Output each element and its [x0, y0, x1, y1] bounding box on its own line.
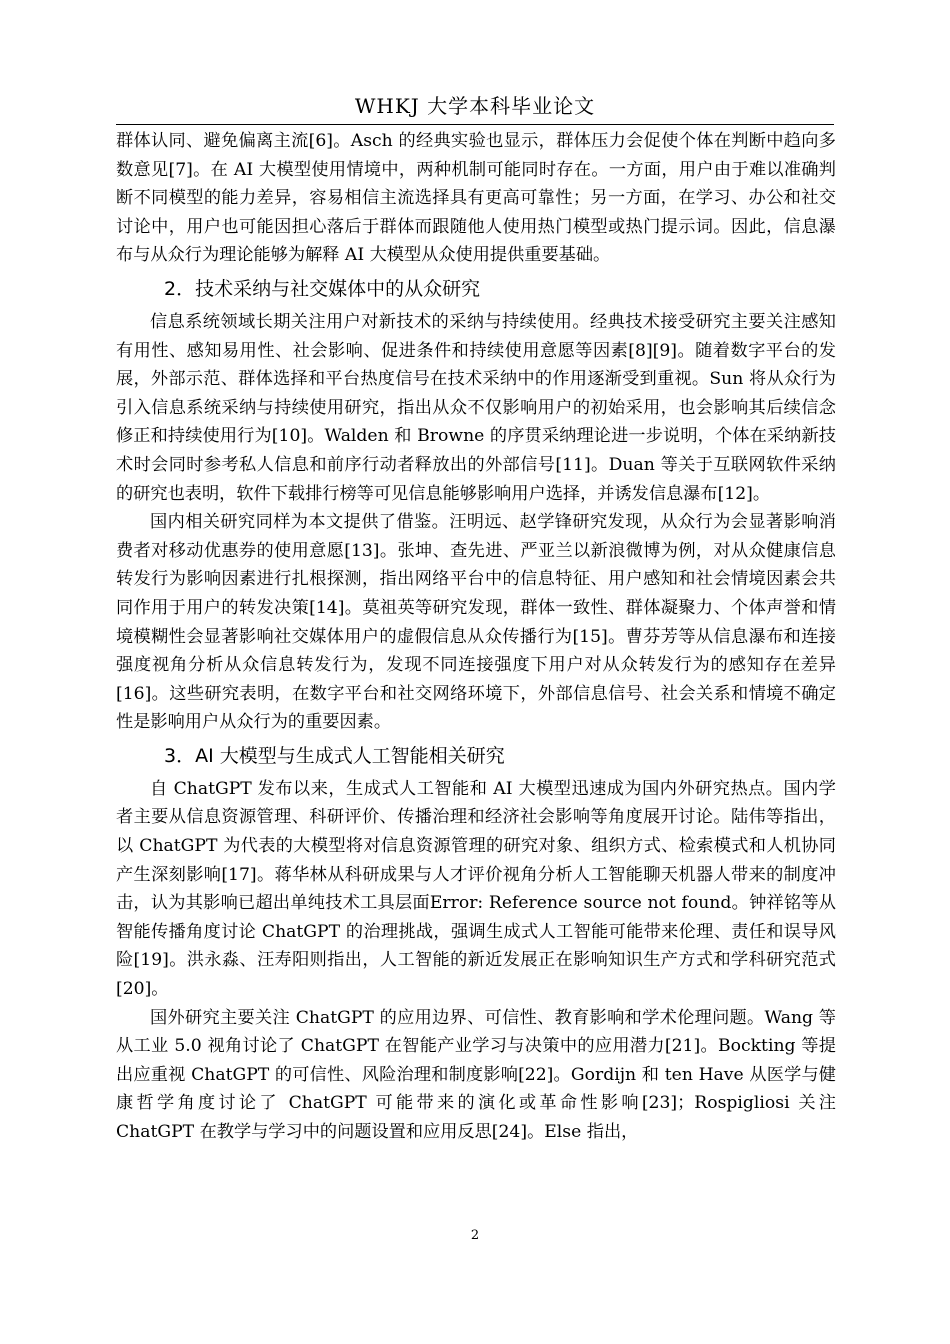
paragraph-domestic-research: 国内相关研究同样为本文提供了借鉴。汪明远、赵学锋研究发现，从众行为会显著影响消费者对移动优惠券的使用意愿[13]。张坤、查先进、严亚兰以新浪微博为例，对从众健康信息转发行为影响因素进行扎根探测，指出网络平台中的信息特征、用户感知和社会情境因素会共同作用于用户的转发决策[14]。莫祖英等研究发现，群体一致性、群体凝聚力、个体声誉和情境模糊性会显著影响社交媒体用户的虚假信息从众传播行为[15]。曹芬芳等从信息瀑布和连接强度视角分析从众信息转发行为，发现不同连接强度下用户对从众转发行为的感知存在差异[16]。这些研究表明，在数字平台和社交网络环境下，外部信息信号、社会关系和情境不确定性是影响用户从众行为的重要因素。 — [116, 512, 836, 733]
page-header-title: WHKJ 大学本科毕业论文 — [354, 94, 596, 118]
page-body — [116, 127, 836, 1147]
paragraph-generative-ai-domestic: 自 ChatGPT 发布以来，生成式人工智能和 AI 大模型迅速成为国内外研究热点。国内学者主要从信息资源管理、科研评价、传播治理和经济社会影响等角度展开讨论。陆伟等指出，以 ChatGPT 为代表的大模型将对信息资源管理的研究对象、组织方式、检索模式和人机协同产生深刻影响[17]。蒋华林从科研成果与人才评价视角分析人工智能聊天机器人带来的制度冲击，认为其影响已超出单纯技术工具层面Error: Reference source not found。钟祥铭等从智能传播角度讨论 ChatGPT 的治理挑战，强调生成式人工智能可能带来伦理、责任和误导风险[19]。洪永淼、汪寿阳则指出，人工智能的新近发展正在影响知识生产方式和学科研究范式[20]。 — [116, 778, 836, 1000]
paragraph-intro: 群体认同、避免偏离主流[6]。Asch 的经典实验也显示，群体压力会促使个体在判断中趋向多数意见[7]。在 AI 大模型使用情境中，两种机制可能同时存在。一方面，用户由于难以准确判断不同模型的能力差异，容易相信主流选择具有更高可靠性；另一方面，在学习、办公和社交讨论中，用户也可能因担心落后于群体而跟随他人使用热门模型或热门提示词。因此，信息瀑布与从众行为理论能够为解释 AI 大模型从众使用提供重要基础。 — [116, 131, 836, 266]
header-divider — [116, 124, 834, 125]
section-heading-3: 3．AI 大模型与生成式人工智能相关研究 — [164, 744, 505, 767]
paragraph-technology-adoption: 信息系统领域长期关注用户对新技术的采纳与持续使用。经典技术接受研究主要关注感知有用性、感知易用性、社会影响、促进条件和持续使用意愿等因素[8][9]。随着数字平台的发展，外部示范、群体选择和平台热度信号在技术采纳中的作用逐渐受到重视。Sun 将从众行为引入信息系统采纳与持续使用研究，指出从众不仅影响用户的初始采用，也会影响其后续信念修正和持续使用行为[10]。Walden 和 Browne 的序贯采纳理论进一步说明，个体在采纳新技术时会同时参考私人信息和前序行动者释放出的外部信号[11]。Duan 等关于互联网软件采纳的研究也表明，软件下载排行榜等可见信息能够影响用户选择，并诱发信息瀑布[12]。 — [116, 311, 836, 504]
page-number: 2 — [470, 1228, 480, 1243]
section-heading-2: 2．技术采纳与社交媒体中的从众研究 — [164, 277, 481, 300]
paragraph-generative-ai-foreign: 国外研究主要关注 ChatGPT 的应用边界、可信性、教育影响和学术伦理问题。Wang 等从工业 5.0 视角讨论了 ChatGPT 在智能产业学习与决策中的应用潜力[21]。Bockting 等提出应重视 ChatGPT 的可信性、风险治理和制度影响[22]。Gordijn 和 ten Have 从医学与健康哲学角度讨论了 ChatGPT 可能带来的演化或革命性影响[23]；Rospigliosi 关注 ChatGPT 在教学与学习中的问题设置和应用反思[24]。Else 指出， — [116, 1007, 836, 1142]
